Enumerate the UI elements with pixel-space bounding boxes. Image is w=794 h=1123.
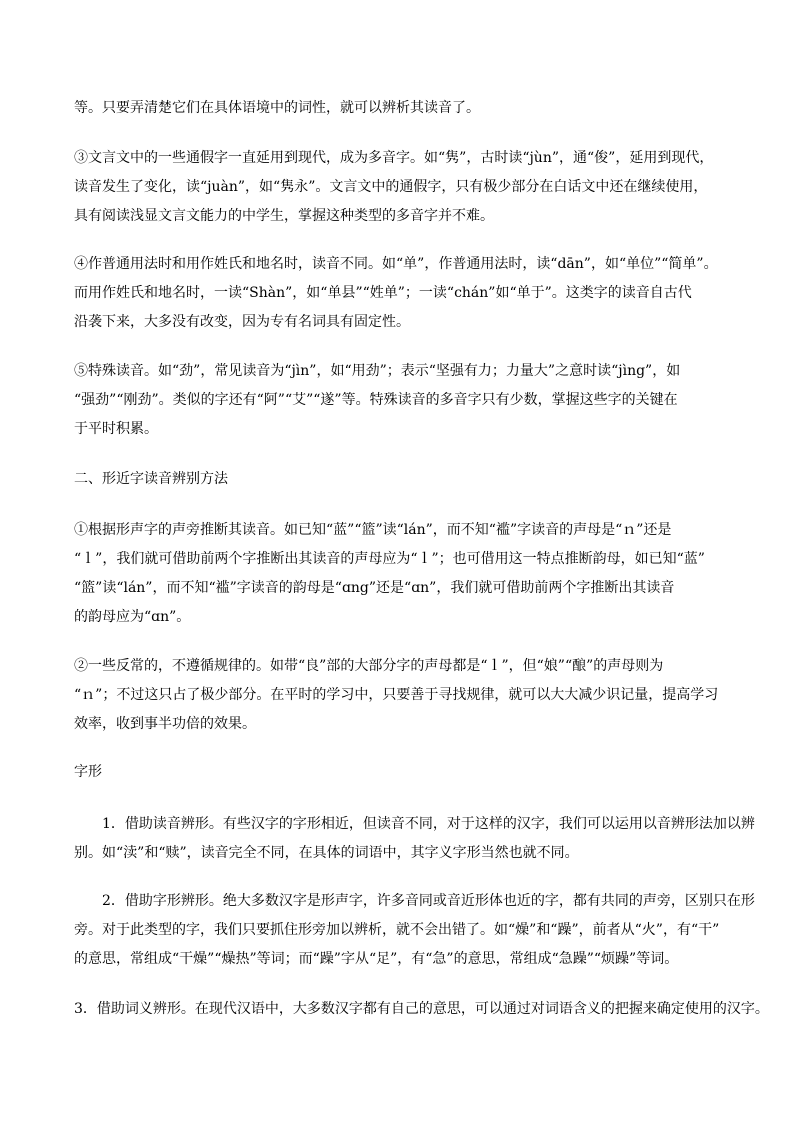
paragraph-phonetic-radical xyxy=(74,516,734,632)
text-line: “篮”读“lán”，而不知“褴”字读音的韵母是“ɑng”还是“ɑn”，我们就可借助前两个字推断出其读音 xyxy=(74,580,675,596)
paragraph-surname-place xyxy=(74,250,734,337)
text-line: “ｌ”，我们就可借助前两个字推断出其读音的声母应为“ｌ”；也可借用这一特点推断韵母，如已知“蓝” xyxy=(74,551,705,567)
text-line: ③文言文中的一些通假字一直延用到现代，成为多音字。如“隽”，古时读“jùn”，通“俊”，延用到现代， xyxy=(74,150,714,166)
text-line: 2．借助字形辨形。绝大多数汉字是形声字，许多音同或音近形体也近的字，都有共同的声旁，区别只在形 xyxy=(102,893,755,909)
text-line: 于平时积累。 xyxy=(74,421,158,437)
section-heading-glyph xyxy=(74,758,734,787)
text-line: 效率，收到事半功倍的效果。 xyxy=(74,716,256,732)
text-line: 而用作姓氏和地名时，一读“Shàn”，如“单县”“姓单”；一读“chán”如“单于”。这类字的读音自古代 xyxy=(74,285,692,301)
text-line: ②一些反常的，不遵循规律的。如带“良”部的大部分字的声母都是“ｌ”，但“娘”“酿”的声母则为 xyxy=(74,658,664,674)
text-line: ①根据形声字的声旁推断其读音。如已知“蓝”“篮”读“lán”，而不知“褴”字读音的声母是“ｎ”还是 xyxy=(74,522,672,538)
text-line: 的意思，常组成“干燥”“燥热”等词；而“躁”字从“足”，有“急”的意思，常组成“急躁”“烦躁”等词。 xyxy=(74,951,679,967)
paragraph-continuation xyxy=(74,94,734,123)
text-line: 1．借助读音辨形。有些汉字的字形相近，但读音不同，对于这样的汉字，我们可以运用以音辨形法加以辨 xyxy=(102,816,755,832)
text-line: ④作普通用法时和用作姓氏和地名时，读音不同。如“单”，作普通用法时，读“dān”，如“单位”“简单”。 xyxy=(74,256,718,272)
paragraph-by-meaning xyxy=(74,995,769,1024)
text-line: 3．借助词义辨形。在现代汉语中，大多数汉字都有自己的意思，可以通过对词语含义的把握来确定使用的汉字。 xyxy=(74,1001,769,1017)
text-line: 的韵母应为“ɑn”。 xyxy=(74,609,191,625)
heading-text: 二、形近字读音辨别方法 xyxy=(74,471,228,487)
paragraph-by-reading xyxy=(74,810,755,868)
section-heading-similar-chars xyxy=(74,465,734,494)
text-line: 读音发生了变化，读“juàn”，如“隽永”。文言文中的通假字，只有极少部分在白话文中还在继续使用， xyxy=(74,179,708,195)
heading-text: 字形 xyxy=(74,764,102,780)
text-line: 沿袭下来，大多没有改变，因为专有名词具有固定性。 xyxy=(74,314,410,330)
text-line: ⑤特殊读音。如“劲”，常见读音为“jìn”，如“用劲”；表示“坚强有力；力量大”之意时读“jìng”，如 xyxy=(74,363,681,379)
text-line: “ｎ”；不过这只占了极少部分。在平时的学习中，只要善于寻找规律，就可以大大减少识记量，提高学习 xyxy=(74,687,719,703)
text-line: 旁。对于此类型的字，我们只要抓住形旁加以辨析，就不会出错了。如“燥”和“躁”，前者从“火”，有“干” xyxy=(74,922,720,938)
text-line: 等。只要弄清楚它们在具体语境中的词性，就可以辨析其读音了。 xyxy=(74,100,480,116)
text-line: 别。如“渎”和“赎”，读音完全不同，在具体的词语中，其字义字形当然也就不同。 xyxy=(74,845,579,861)
paragraph-tongjiazi xyxy=(74,144,734,231)
paragraph-by-glyph xyxy=(74,887,755,974)
paragraph-special-reading xyxy=(74,357,734,444)
text-line: “强劲”“刚劲”。类似的字还有“阿”“艾”“遂”等。特殊读音的多音字只有少数，掌握这些字的关键在 xyxy=(74,392,678,408)
paragraph-irregular xyxy=(74,652,734,739)
text-line: 具有阅读浅显文言文能力的中学生，掌握这种类型的多音字并不难。 xyxy=(74,208,494,224)
